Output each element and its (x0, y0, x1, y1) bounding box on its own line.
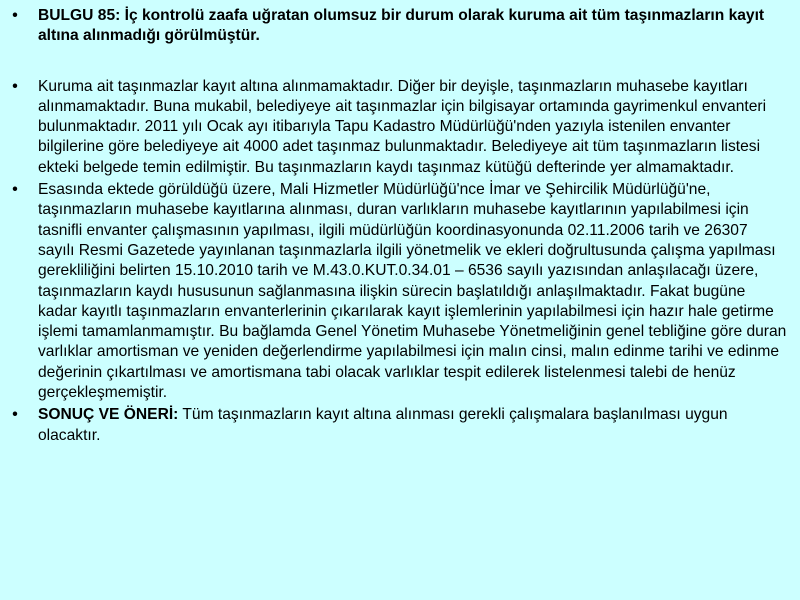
bullet-list (8, 6, 788, 446)
conclusion-label: SONUÇ VE ÖNERİ: (38, 406, 179, 424)
bullet-icon: • (12, 7, 18, 24)
paragraph-text: Kuruma ait taşınmazlar kayıt altına alınmamaktadır. Diğer bir deyişle, taşınmazların muhasebe kayıtları alınmamaktadır. Buna mukabil, belediyeye ait taşınmazlar için bilgisayar ortamında gayrimenkul envanteri bulunmaktadır. 2011 yılı Ocak ayı itibarıyla Tapu Kadastro Müdürlüğü'nden yazıyla istenilen envanter bilgilerine göre belediyeye ait 4000 adet taşınmaz bulunmaktadır. Belediyeye ait tüm taşınmazların listesi ekteki belgede temin edilmiştir. Bu taşınmazların kaydı taşınmaz kütüğü defterinde yer almamaktadır. (38, 77, 767, 176)
finding-heading: BULGU 85: İç kontrolü zaafa uğratan olumsuz bir durum olarak kuruma ait tüm taşınmazların kayıt altına alınmadığı görülmüştür. (38, 7, 765, 45)
conclusion-text: Tüm taşınmazların kayıt altına alınması gerekli çalışmalara başlanılması uygun olacaktır. (38, 406, 728, 444)
list-item-paragraph-2 (8, 180, 788, 403)
bullet-icon: • (12, 77, 18, 95)
list-item-finding (8, 6, 788, 47)
list-item-conclusion (8, 405, 788, 446)
paragraph-text: Esasında ektede görüldüğü üzere, Mali Hizmetler Müdürlüğü'nce İmar ve Şehircilik Müdürlüğü'ne, taşınmazların muhasebe kayıtlarına alınması, duran varlıkların muhasebe kayıtlarının yapılabilmesi için tasnifli envanter çalışmasının yapılması, ilgili müdürlüğün koordinasyonunda 02.11.2006 tarih ve 26307 sayılı Resmi Gazetede yayınlanan taşınmazlarla ilgili yönetmelik ve ekleri doğrultusunda çalışma yapılması gerekliliğini belirten 15.10.2010 tarih ve M.43.0.KUT.0.34.01 – 6536 sayılı yazısından anlaşılacağı üzere, taşınmazların kaydı hususunun sağlanmasına ilişkin sürecin başlatıldığı anlaşılmaktadır. Fakat bugüne kadar kayıtlı taşınmazların envanterlerinin çıkarılarak kayıt işlemlerinin yapılabilmesi için hazır hale getirme işlemi tamamlanmamıştır. Bu bağlamda Genel Yönetim Muhasebe Yönetmeliğinin genel tebliğine göre duran varlıklar amortisman ve yeniden değerlendirme yapılabilmesi için malın cinsi, malın edinme tarihi ve edinme değerinin çıkartılması ve amortismana tabi olacak varlıklar tespit edilerek listelenmesi talebi de henüz gerçekleşmemiştir. (38, 181, 787, 402)
bullet-icon: • (12, 406, 18, 424)
bullet-icon: • (12, 181, 18, 199)
list-item-paragraph-1 (8, 77, 788, 178)
